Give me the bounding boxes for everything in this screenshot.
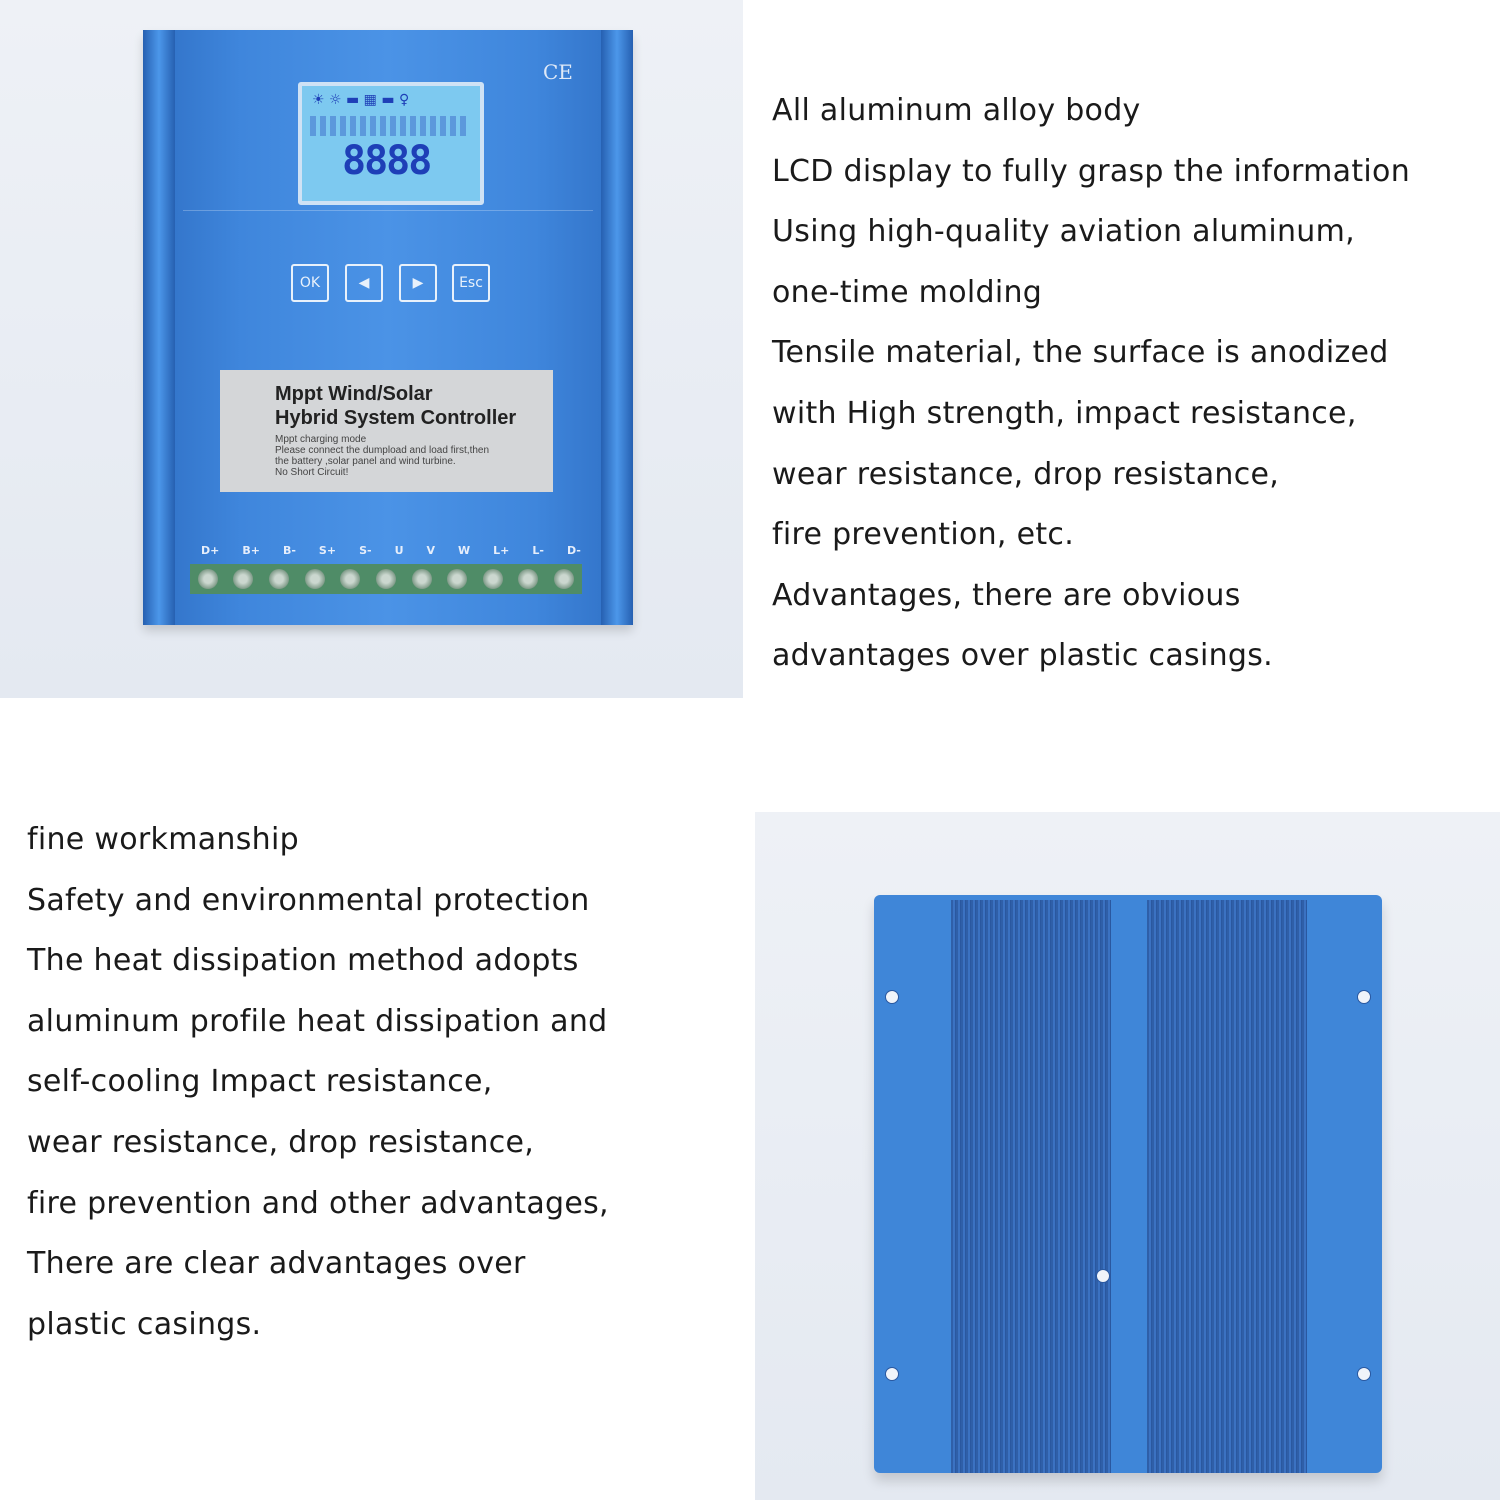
feature-line: one-time molding	[772, 274, 1043, 310]
screw-icon	[376, 569, 396, 589]
ce-mark: CE	[543, 60, 573, 84]
left-button: ◀	[345, 264, 383, 302]
feature-line: There are clear advantages over	[27, 1246, 526, 1282]
label-title-line-2: Hybrid System Controller	[275, 407, 517, 429]
feature-line: Using high-quality aviation aluminum,	[772, 214, 1355, 250]
lcd-digits: 8888	[342, 138, 431, 184]
heatsink-fins-right	[1147, 900, 1307, 1473]
feature-line: fire prevention and other advantages,	[27, 1185, 609, 1221]
terminal-label: D+	[201, 544, 220, 557]
lcd-status-icons: ☀ ☼ ▬ ▦ ▬ ♀	[312, 92, 410, 108]
terminal-label: W	[458, 544, 471, 557]
terminal-label: L+	[493, 544, 510, 557]
screw-icon	[340, 569, 360, 589]
right-button: ▶	[399, 264, 437, 302]
esc-button: Esc	[452, 264, 490, 302]
label-note-1: Mppt charging mode	[275, 434, 367, 445]
screw-icon	[412, 569, 432, 589]
screw-icon	[269, 569, 289, 589]
ok-button: OK	[291, 264, 329, 302]
feature-line: plastic casings.	[27, 1306, 262, 1342]
feature-line: Safety and environmental protection	[27, 882, 590, 918]
controller-front	[143, 30, 633, 625]
top-feature-list	[772, 81, 1410, 687]
terminal-label: L-	[532, 544, 544, 557]
wind-solar-illustration	[183, 210, 593, 371]
label-note-3: the battery ,solar panel and wind turbine.	[275, 456, 456, 467]
feature-line: wear resistance, drop resistance,	[772, 456, 1280, 492]
bottom-feature-list	[27, 810, 609, 1355]
terminal-label: B+	[242, 544, 260, 557]
screw-icon	[233, 569, 253, 589]
feature-line: The heat dissipation method adopts	[27, 943, 579, 979]
lcd-indicator-bars	[310, 116, 470, 136]
mounting-hole	[1357, 990, 1371, 1004]
casing-right-rail	[601, 30, 633, 625]
screw-icon	[447, 569, 467, 589]
center-screw	[1096, 1269, 1110, 1283]
mounting-hole	[885, 1367, 899, 1381]
terminal-label: V	[426, 544, 436, 557]
feature-line: fine workmanship	[27, 822, 299, 857]
feature-line: self-cooling Impact resistance,	[27, 1064, 493, 1100]
terminal-label: S-	[359, 544, 372, 557]
feature-line: aluminum profile heat dissipation and	[27, 1003, 608, 1039]
label-title	[275, 382, 516, 430]
feature-line: Tensile material, the surface is anodized	[772, 335, 1389, 371]
label-notes	[275, 434, 545, 478]
label-note-2: Please connect the dumpload and load first,then	[275, 445, 490, 456]
feature-line: All aluminum alloy body	[772, 93, 1141, 128]
feature-line: with High strength, impact resistance,	[772, 395, 1357, 431]
feature-line: LCD display to fully grasp the information	[772, 153, 1411, 189]
terminal-label: U	[394, 544, 404, 557]
heatsink-fins-left	[951, 900, 1111, 1473]
feature-line: advantages over plastic casings.	[772, 638, 1274, 674]
casing-left-rail	[143, 30, 175, 625]
feature-line: wear resistance, drop resistance,	[27, 1124, 535, 1160]
mounting-hole	[885, 990, 899, 1004]
terminal-labels	[201, 544, 581, 557]
lcd-display	[298, 82, 484, 205]
terminal-label: B-	[282, 544, 296, 557]
product-label	[220, 370, 553, 492]
label-title-line-1: Mppt Wind/Solar	[275, 383, 433, 405]
label-note-4: No Short Circuit!	[275, 467, 349, 478]
screw-icon	[483, 569, 503, 589]
screw-icon	[518, 569, 538, 589]
screw-icon	[198, 569, 218, 589]
controller-back-heatsink	[874, 895, 1382, 1473]
screw-icon	[554, 569, 574, 589]
feature-line: Advantages, there are obvious	[772, 577, 1241, 613]
terminal-block	[190, 564, 582, 594]
terminal-label: S+	[318, 544, 337, 557]
terminal-label: D-	[566, 544, 581, 557]
mounting-hole	[1357, 1367, 1371, 1381]
screw-icon	[305, 569, 325, 589]
feature-line: fire prevention, etc.	[772, 517, 1075, 553]
